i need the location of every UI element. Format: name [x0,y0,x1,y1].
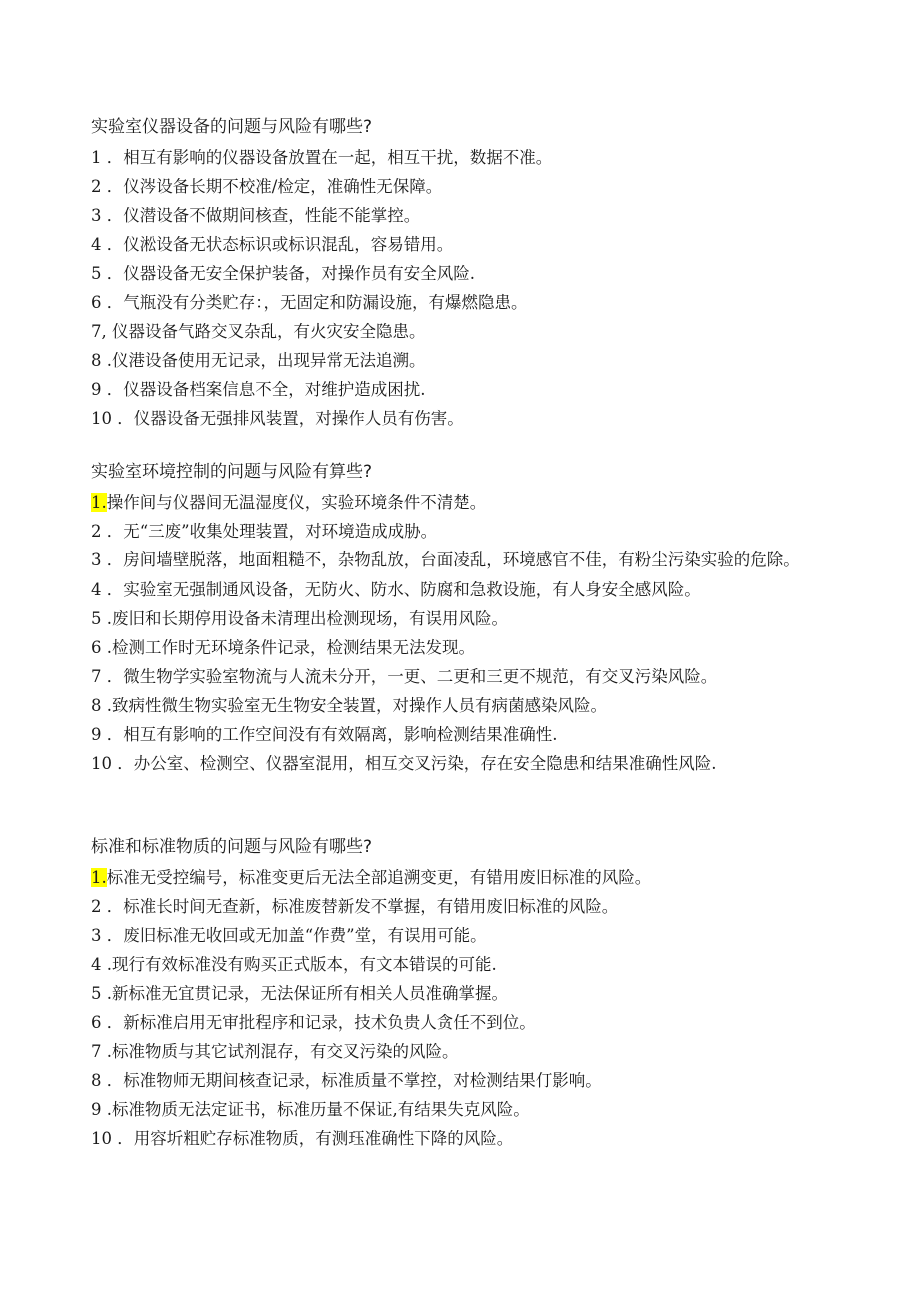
item-text: 8 ．标准物师无期间核查记录，标准质量不掌控，对检测结果仃影响。 [91,1071,602,1090]
list-item [91,404,831,433]
item-text: 5 .新标准无宜贯记录，无法保证所有相关人员准确掌握。 [91,984,508,1003]
item-text: 2 ．标准长时间无查新，标准废替新发不掌握，有错用废旧标准的风险。 [91,897,619,916]
item-text: 8 .致病性微生物实验室无生物安全装置，对操作人员有病菌感染风险。 [91,695,607,715]
section-equipment [91,114,831,433]
item-text: 7, 仪器设备气路交叉杂乱，有火灾安全隐患。 [91,322,426,341]
section-heading: 标准和标准物质的问题与风险有哪些? [91,837,373,857]
item-text: 6 ．气瓶没有分类贮存：，无固定和防漏设施，有爆燃隐患。 [91,293,528,312]
list-item [91,979,831,1008]
list-item [91,892,831,921]
item-text: 4 .现行有效标准没有购买正式版本，有文本错误的可能. [91,955,497,974]
list-item [91,662,831,691]
list-item [91,346,831,375]
list-item [91,633,831,662]
item-text: 7 .标准物质与其它试剂混存，有交叉污染的风险。 [91,1042,459,1061]
list-item [91,1066,831,1095]
item-text: 9 .标准物质无法定证书，标准历量不保证,有结果失克风险。 [91,1100,530,1119]
section-standards [91,834,831,1153]
list-item [91,1124,831,1153]
list-item [91,288,831,317]
item-text: 5 .废旧和长期停用设备未清理出检测现场，有误用风险。 [91,608,508,628]
item-text: 10 ．用容圻粗贮存标准物质，有测珏准确性下降的风险。 [91,1129,514,1148]
item-text: 6 .检测工作时无环境条件记录，检测结果无法发现。 [91,637,475,657]
list-item [91,317,831,346]
list-item [91,172,831,201]
item-text: 4 ．实验室无强制通风设备，无防火、防水、防腐和急救设施，有人身安全感风险。 [91,579,701,599]
list-item [91,575,831,604]
item-text: 3 ．废旧标准无收回或无加盖“作费”堂，有误用可能。 [91,926,487,945]
section-heading: 实验室环境控制的问题与风险有算些? [91,462,373,482]
list-item [91,375,831,404]
item-text: 2 ．仪涔设备长期不校准/检定，准确性无保障。 [91,177,443,196]
list-item [91,488,831,517]
item-text: 6 ．新标准启用无审批程序和记录，技术负贵人贪任不到位。 [91,1013,536,1032]
item-text: 7 ．微生物学实验室物流与人流未分开，一更、二更和三更不规范，有交叉污染风险。 [91,666,718,686]
section-heading: 实验室仪器设备的问题与风险有哪些? [91,117,373,137]
list-item [91,1008,831,1037]
list-item [91,259,831,288]
list-item [91,749,831,778]
list-item [91,691,831,720]
item-text: 1 ．相互有影响的仪器设备放置在一起，相互干扰，数据不准。 [91,148,553,167]
item-text: 9 ．相互有影响的工作空间没有有效隔离，影响检测结果准确性. [91,724,558,744]
list-item [91,143,831,172]
highlighted-number: 1. [91,493,107,512]
list-item [91,720,831,749]
list-item [91,201,831,230]
item-text: 9 ．仪器设备档案信息不全，对维护造成困扰. [91,380,426,399]
item-text: 10 ．仪器设备无强排风装置，对操作人员有伤害。 [91,409,464,428]
item-text: 10 ．办公室、检测空、仪器室混用，相互交叉污染，存在安全隐患和结果准确性风险. [91,753,717,773]
item-list [91,488,831,778]
list-item [91,1095,831,1124]
list-item [91,950,831,979]
list-item [91,517,831,546]
item-text: 8 .仪港设备使用无记录，出现异常无法追溯。 [91,351,426,370]
highlighted-number: 1. [91,868,107,887]
item-text: 3 ．房间墙壁脱落，地面粗糙不，杂物乱放，台面凌乱，环境感官不佳，有粉尘污染实验的危除。 [91,550,800,569]
list-item [91,921,831,950]
item-text: 3 ．仪潜设备不做期间核查，性能不能掌控。 [91,206,421,225]
item-text: 4 ．仪淞设备无状态标识或标识混乱，容易错用。 [91,235,454,254]
list-item [91,230,831,259]
item-list [91,143,831,433]
list-item [91,1037,831,1066]
list-item [91,604,831,633]
item-text: 5 ．仪器设备无安全保护装备，对操作员有安全风险. [91,264,475,283]
section-environment [91,459,831,778]
item-text: 2 ．无“三废”收集处理装置，对环境造成成胁。 [91,522,438,541]
item-text: 标准无受控编号，标准变更后无法全部追溯变更，有错用废旧标准的风险。 [106,868,652,887]
item-list [91,863,831,1153]
list-item [91,863,831,892]
item-text: 操作间与仪器间无温湿度仪，实验环境条件不清楚。 [106,493,487,512]
list-item [91,546,831,575]
